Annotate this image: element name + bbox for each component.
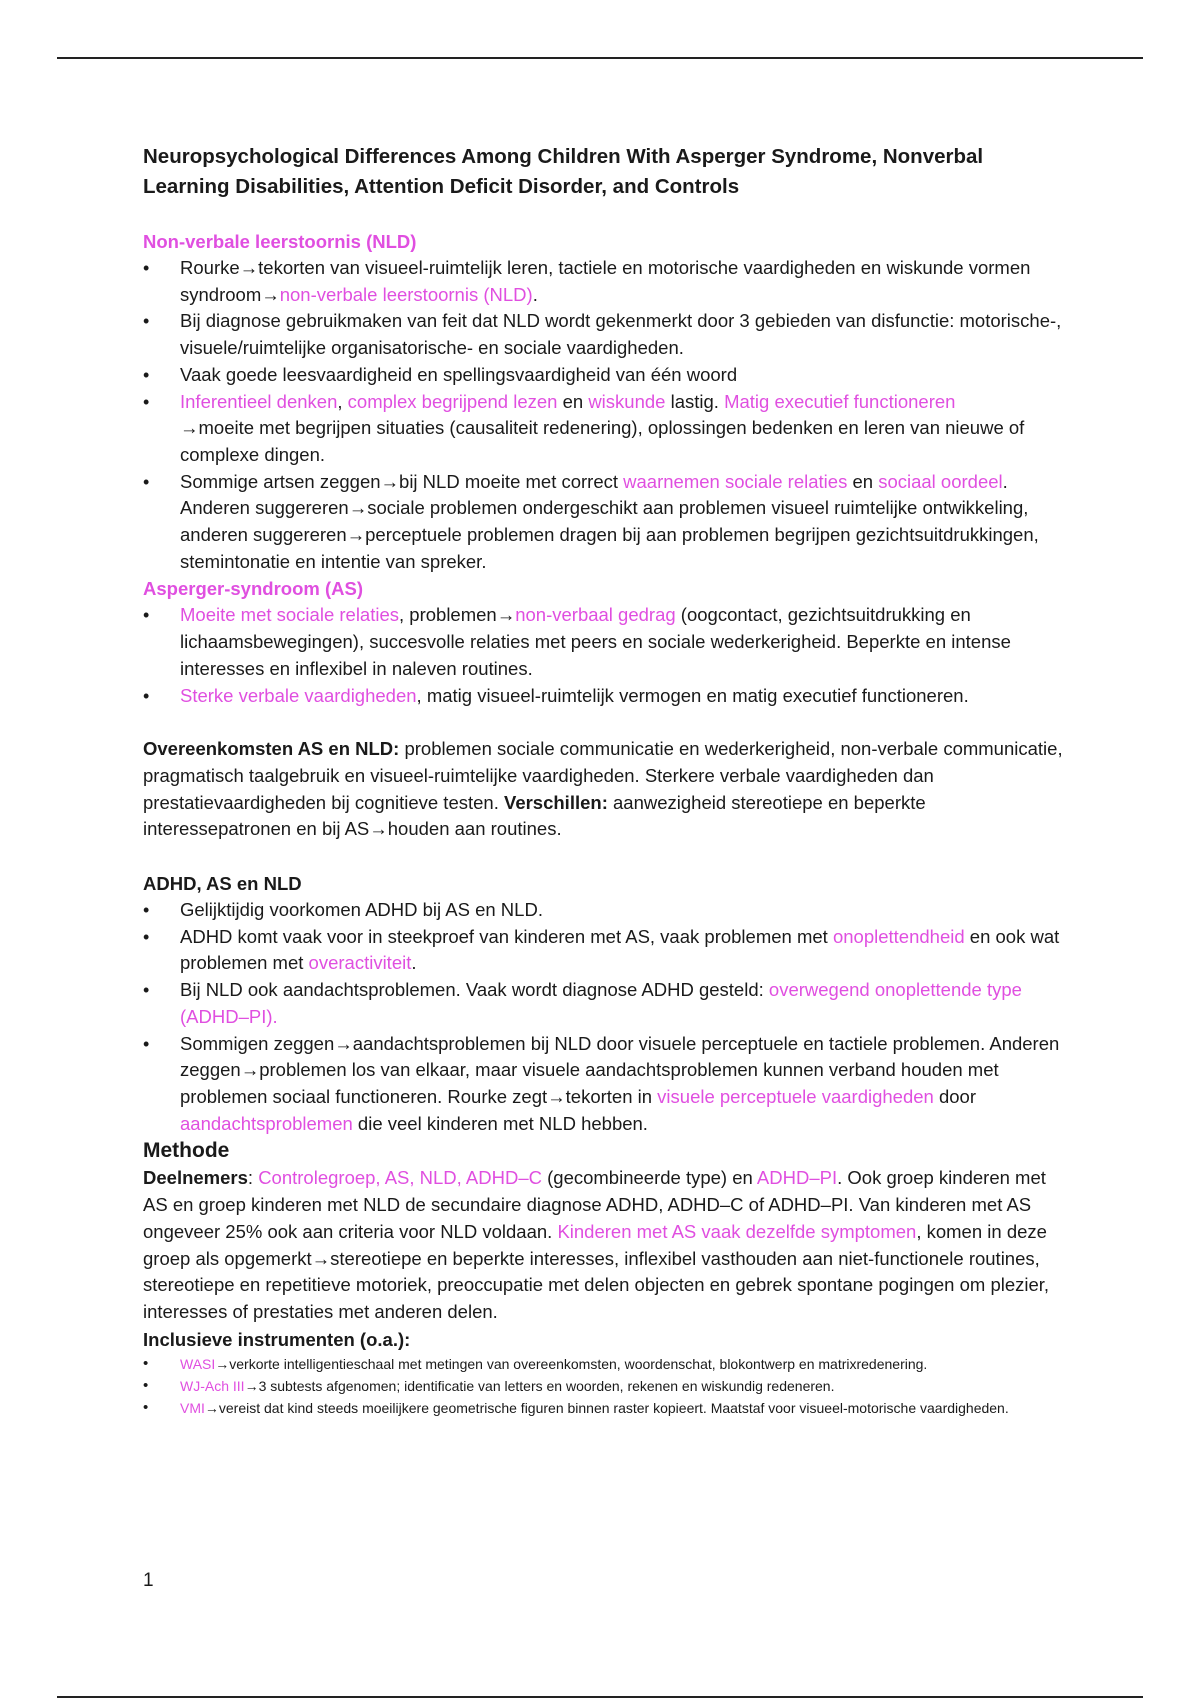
comparison-paragraph: Overeenkomsten AS en NLD: problemen sociale communicatie en wederkerigheid, non-verbale communicatie, pragmatisch taalgebruik en visueel-ruimtelijke vaardigheden. Sterkere verbale vaardigheden dan prestatievaardigheden bij cognitieve testen. Verschillen: aanwezigheid stereotiepe en beperkte interessepatronen en bij AS→houden aan routines. [143,738,1063,840]
list-item: • Rourke→tekorten van visueel-ruimtelijk leren, tactiele en motorische vaardigheden en wiskunde vormen syndroom→non-verbale leerstoornis (NLD). [143,255,1063,308]
list-item: • WASI→verkorte intelligentieschaal met metingen van overeenkomsten, woordenschat, blokontwerp en matrixredenering. [143,1353,1063,1375]
list-item: • Sommigen zeggen→aandachtsproblemen bij NLD door visuele perceptuele en tactiele problemen. Anderen zeggen→problemen los van elkaar, maar visuele aandachtsproblemen kunnen verband houden met problemen sociaal functioneren. Rourke zegt→tekorten in visuele perceptuele vaardigheden door aandachtsproblemen die veel kinderen met NLD hebben. [143,1031,1063,1138]
list-item: • Moeite met sociale relaties, problemen→non-verbaal gedrag (oogcontact, gezichtsuitdrukking en lichaamsbewegingen), succesvolle relaties met peers en sociale wederkerigheid. Beperkte en intense interesses en inflexibel in naleven routines. [143,602,1063,682]
instruments-heading: Inclusieve instrumenten (o.a.): [143,1328,411,1350]
deelnemers-paragraph: Deelnemers: Controlegroep, AS, NLD, ADHD–C (gecombineerde type) en ADHD–PI. Ook groep kinderen met AS en groep kinderen met NLD de secundaire diagnose ADHD, ADHD–C of ADHD–PI. Van kinderen met AS ongeveer 25% ook aan criteria voor NLD voldaan. Kinderen met AS vaak dezelfde symptomen, komen in deze groep als opgemerkt→stereotiepe en beperkte interesses, inflexibel vasthouden aan niet-functionele routines, stereotiepe en repetitieve motoriek, preoccupatie met delen objecten en gebrek spontane pogingen om plezier, interesses of prestaties met anderen delen. [143,1167,1050,1322]
list-item: • VMI→vereist dat kind steeds moeilijkere geometrische figuren binnen raster kopieert. Maatstaf voor visueel-motorische vaardigheden. [143,1397,1063,1419]
spacer [143,709,1063,736]
as-list [143,602,1063,709]
list-item: • Inferentieel denken, complex begrijpend lezen en wiskunde lastig. Matig executief functioneren →moeite met begrijpen situaties (causaliteit redenering), oplossingen bedenken en leren van nieuwe of complexe dingen. [143,389,1063,469]
adhd-list [143,897,1063,1137]
nld-list [143,255,1063,575]
list-item: • Vaak goede leesvaardigheid en spellingsvaardigheid van één woord [143,362,1063,389]
header-rule [57,57,1143,59]
list-item: • Sterke verbale vaardigheden, matig visueel-ruimtelijk vermogen en matig executief functioneren. [143,683,1063,710]
list-item: • Bij NLD ook aandachtsproblemen. Vaak wordt diagnose ADHD gesteld: overwegend onoplettende type (ADHD–PI). [143,977,1063,1030]
adhd-heading: ADHD, AS en NLD [143,873,302,895]
nld-heading: Non-verbale leerstoornis (NLD) [143,231,417,252]
list-item: • Sommige artsen zeggen→bij NLD moeite met correct waarnemen sociale relaties en sociaal oordeel. Anderen suggereren→sociale problemen ondergeschikt aan problemen visueel ruimtelijke ontwikkeling, anderen suggereren→perceptuele problemen dragen bij aan problemen begrijpen gezichtsuitdrukkingen, stemintonatie en intentie van spreker. [143,469,1063,576]
methode-heading: Methode [143,1139,230,1163]
footer-rule [57,1696,1143,1698]
as-heading: Asperger-syndroom (AS) [143,578,363,600]
document-page [143,142,1063,1419]
instruments-list [143,1353,1063,1419]
list-item: • WJ-Ach III→3 subtests afgenomen; identificatie van letters en woorden, rekenen en wiskundig redeneren. [143,1375,1063,1397]
list-item: • Bij diagnose gebruikmaken van feit dat NLD wordt gekenmerkt door 3 gebieden van disfunctie: motorische-, visuele/ruimtelijke organisatorische- en sociale vaardigheden. [143,308,1063,361]
page-title: Neuropsychological Differences Among Children With Asperger Syndrome, Nonverbal Learning Disabilities, Attention Deficit Disorder, and Controls [143,145,984,198]
spacer [143,843,1063,870]
list-item: • ADHD komt vaak voor in steekproef van kinderen met AS, vaak problemen met onoplettendheid en ook wat problemen met overactiviteit. [143,924,1063,977]
list-item: • Gelijktijdig voorkomen ADHD bij AS en NLD. [143,897,1063,924]
page-number: 1 [143,1570,154,1591]
